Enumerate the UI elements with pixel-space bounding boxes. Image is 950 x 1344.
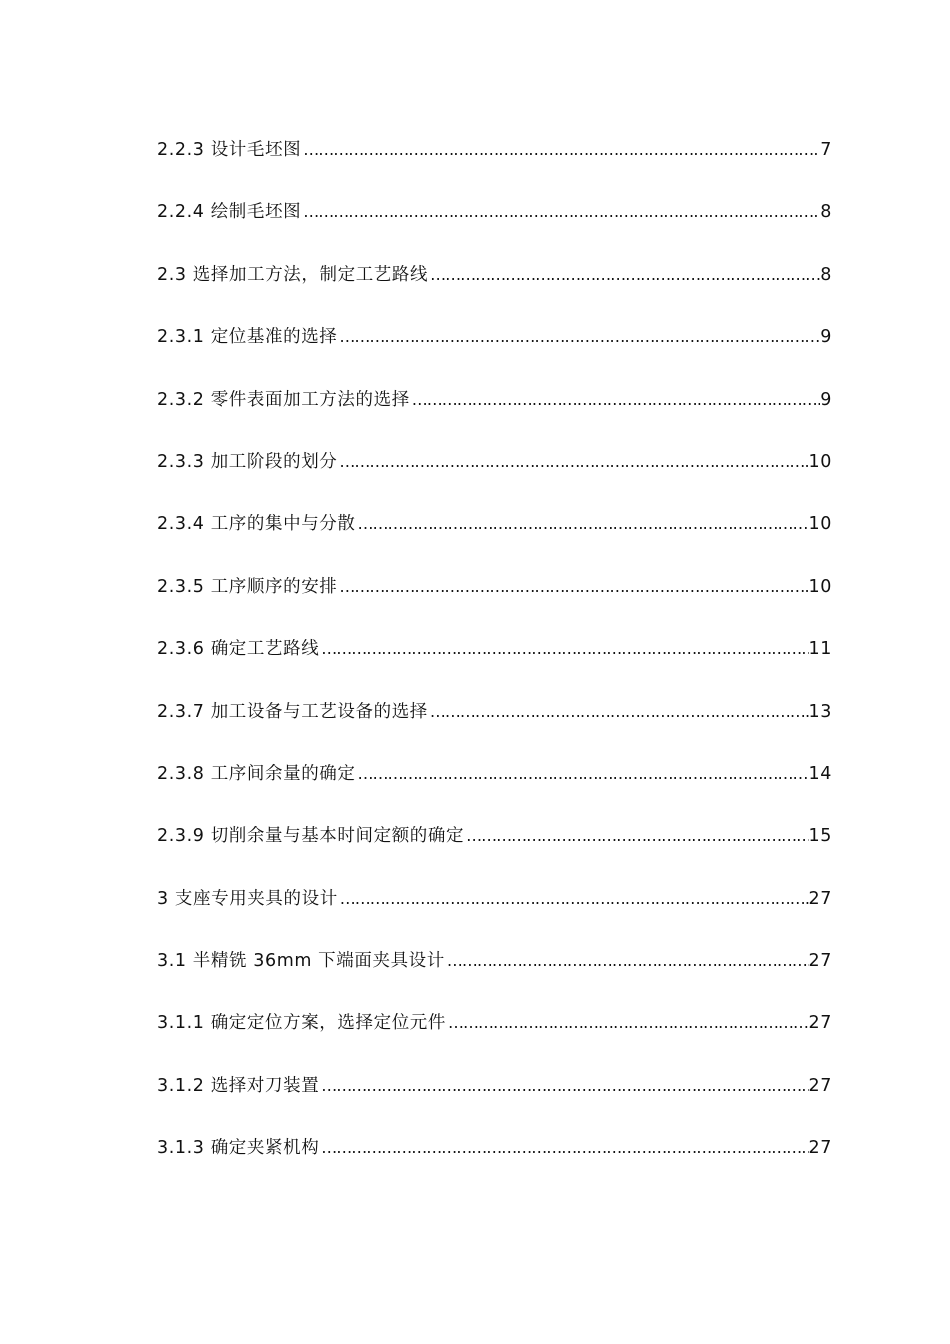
toc-entry[interactable] [157,1070,832,1132]
toc-dot-leader [428,696,809,728]
toc-entry[interactable] [157,1132,832,1194]
toc-page-number: 15 [808,826,832,847]
toc-page-number: 9 [820,389,832,410]
toc-entry-title: 3.1.2 选择对刀装置 [157,1075,320,1096]
toc-entry[interactable] [157,758,832,820]
toc-entry-title: 2.3.1 定位基准的选择 [157,327,338,348]
toc-page-number: 27 [808,888,832,909]
toc-entry[interactable] [157,571,832,633]
toc-entry[interactable] [157,321,832,383]
toc-entry-title: 3 支座专用夹具的设计 [157,888,338,909]
toc-dot-leader [337,571,808,603]
toc-page-number: 11 [808,639,832,660]
toc-dot-leader [428,259,820,291]
toc-entry[interactable] [157,1007,832,1069]
toc-page-number: 7 [820,140,832,160]
toc-page-number: 8 [820,202,832,223]
toc-page-number: 27 [808,1138,832,1159]
toc-entry-title: 3.1.1 确定定位方案，选择定位元件 [157,1013,446,1034]
toc-entry[interactable] [157,696,832,758]
toc-entry[interactable] [157,259,832,321]
toc-dot-leader [410,384,820,416]
toc-entry-title: 3.1 半精铣 36mm 下端面夹具设计 [157,951,445,972]
toc-page-number: 13 [808,701,832,722]
toc-entry-title: 2.3.2 零件表面加工方法的选择 [157,389,410,410]
toc-entry[interactable] [157,633,832,695]
toc-entry-title: 2.3.7 加工设备与工艺设备的选择 [157,701,428,722]
toc-entry[interactable] [157,196,832,258]
toc-entry-title: 2.3.6 确定工艺路线 [157,639,320,660]
toc-page-number: 27 [808,951,832,972]
toc-dot-leader [338,883,809,915]
toc-entry-title: 2.2.4 绘制毛坯图 [157,202,302,223]
toc-entry[interactable] [157,384,832,446]
toc-dot-leader [319,1132,808,1164]
toc-dot-leader [445,945,809,977]
toc-dot-leader [464,820,808,852]
toc-entry-title: 2.3.9 切削余量与基本时间定额的确定 [157,826,465,847]
toc-dot-leader [337,321,820,353]
toc-dot-leader [301,196,820,228]
toc-entry[interactable] [157,508,832,570]
toc-dot-leader [446,1007,809,1039]
toc-entry-title: 2.3.4 工序的集中与分散 [157,514,356,535]
toc-page-number: 10 [808,514,832,535]
toc-entry[interactable] [157,446,832,508]
toc-dot-leader [356,508,809,540]
toc-entry[interactable] [157,820,832,882]
toc-dot-leader [319,1070,808,1102]
toc-entry-title: 2.3.8 工序间余量的确定 [157,763,356,784]
toc-dot-leader [337,446,808,478]
toc-entry-title: 2.3.5 工序顺序的安排 [157,576,338,597]
table-of-contents [157,134,832,1195]
toc-entry-title: 3.1.3 确定夹紧机构 [157,1138,320,1159]
toc-page-number: 10 [808,576,832,597]
toc-dot-leader [319,633,808,665]
toc-page-number: 10 [808,451,832,472]
toc-dot-leader [301,134,820,166]
toc-entry[interactable] [157,134,832,196]
toc-page-number: 27 [808,1013,832,1034]
toc-entry[interactable] [157,883,832,945]
toc-dot-leader [356,758,809,790]
toc-entry-title: 2.3.3 加工阶段的划分 [157,451,338,472]
toc-entry[interactable] [157,945,832,1007]
toc-entry-title: 2.2.3 设计毛坯图 [157,140,302,160]
toc-page-number: 9 [820,327,832,348]
toc-page-number: 14 [808,763,832,784]
toc-entry-title: 2.3 选择加工方法，制定工艺路线 [157,264,429,285]
toc-page-number: 27 [808,1075,832,1096]
toc-page-number: 8 [820,264,832,285]
